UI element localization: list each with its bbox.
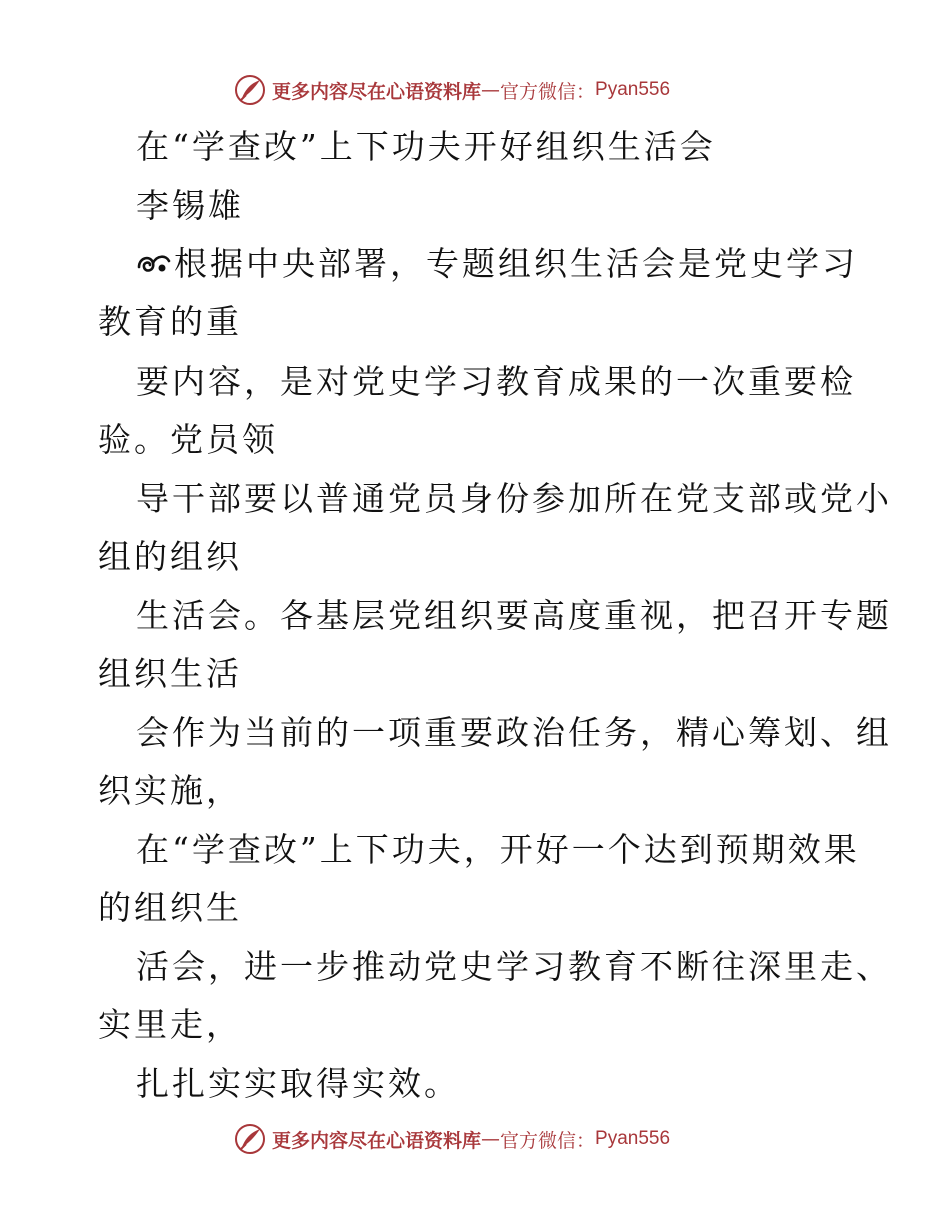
paragraph-line: 扎扎实实取得实效。	[136, 1064, 460, 1103]
footer-banner	[234, 1122, 670, 1156]
banner-wechat-id: Pyan556	[595, 79, 671, 100]
paragraph-line	[136, 244, 858, 284]
banner-brand-text: 更多内容尽在心语资料库	[272, 1129, 482, 1152]
paragraph-line: 组织生活	[98, 654, 242, 693]
banner-wechat-label: 官方微信：	[500, 80, 596, 103]
banner-wechat-id: Pyan556	[595, 1128, 671, 1149]
paragraph-line: 教育的重	[98, 302, 242, 341]
paragraph-line: 实里走，	[98, 1005, 242, 1044]
quill-logo-icon	[234, 1123, 266, 1155]
paragraph-line: 的组织生	[98, 888, 242, 927]
paragraph-line: 验。党员领	[98, 420, 278, 459]
banner-wechat-label: 官方微信：	[500, 1129, 596, 1152]
paragraph-line: 导干部要以普通党员身份参加所在党支部或党小	[136, 479, 892, 518]
header-banner	[234, 73, 670, 107]
document-title: 在“学查改”上下功夫开好组织生活会	[136, 127, 716, 166]
paragraph-line: 活会，进一步推动党史学习教育不断往深里走、	[136, 947, 892, 986]
document-author: 李锡雄	[136, 186, 244, 225]
paragraph-line-text: 根据中央部署，专题组织生活会是党史学习	[174, 244, 858, 283]
paragraph-line: 生活会。各基层党组织要高度重视，把召开专题	[136, 596, 892, 635]
banner-separator: —	[481, 79, 501, 101]
quill-logo-icon	[234, 74, 266, 106]
banner-separator: —	[481, 1128, 501, 1150]
paragraph-line: 组的组织	[98, 537, 242, 576]
paragraph-line: 会作为当前的一项重要政治任务，精心筹划、组	[136, 713, 892, 752]
banner-brand-text: 更多内容尽在心语资料库	[272, 80, 482, 103]
swirl-ornament-icon	[136, 249, 172, 279]
paragraph-line: 在“学查改”上下功夫，开好一个达到预期效果	[136, 830, 860, 869]
paragraph-line: 要内容，是对党史学习教育成果的一次重要检	[136, 362, 856, 401]
paragraph-line: 织实施，	[98, 771, 242, 810]
